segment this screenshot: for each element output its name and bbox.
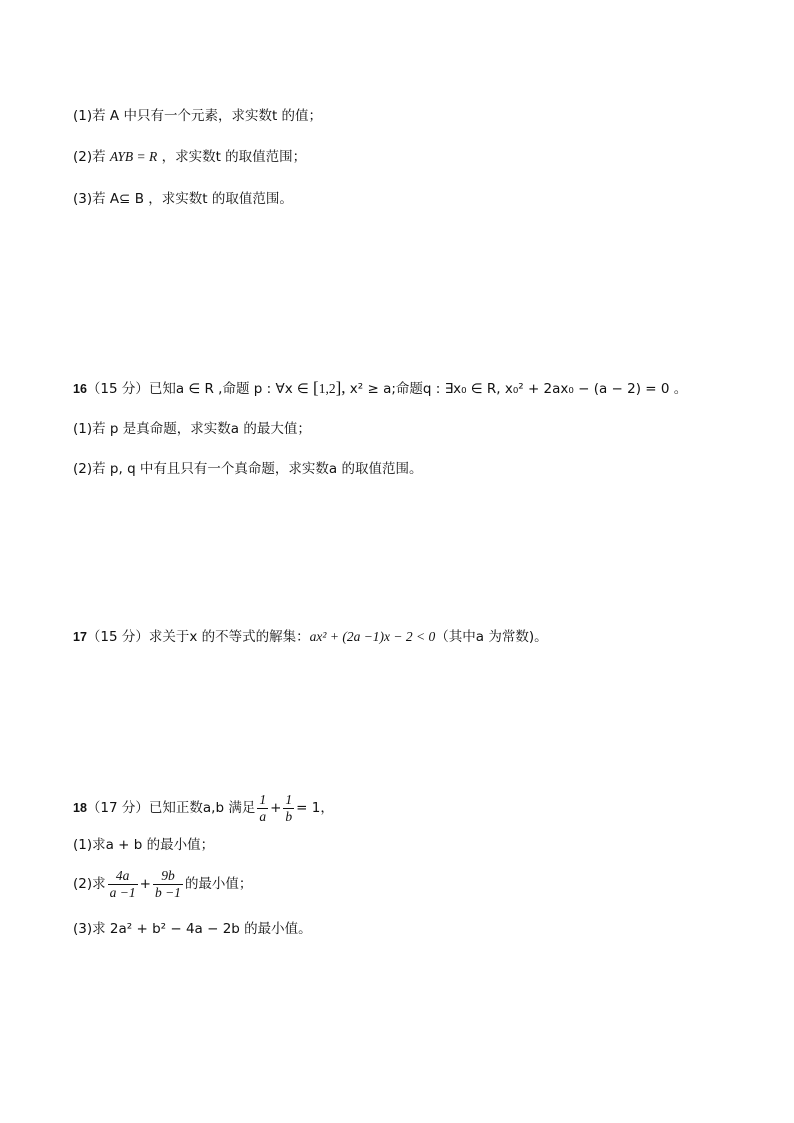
q16-part1: (1)若 p 是真命题，求实数a 的最大值； bbox=[73, 421, 311, 437]
q18-plus: + bbox=[270, 800, 282, 816]
q16-interval-open: [ bbox=[313, 378, 319, 397]
q17-inequality: ax² + (2a −1)x − 2 < 0 bbox=[309, 629, 436, 644]
q15-part2-prefix: (2)若 bbox=[73, 149, 110, 165]
q18-stem-prefix: 已知正数a,b 满足 bbox=[148, 800, 256, 816]
q18-number: 18 bbox=[73, 801, 87, 815]
q18-part2-suffix: 的最小值； bbox=[184, 876, 253, 892]
q18-fraction-1: $\frac{1}{a}$ bbox=[259, 791, 267, 824]
q18-fraction-2: $\frac{1}{b}$ bbox=[285, 791, 293, 824]
q18-stem-suffix: = 1， bbox=[296, 800, 334, 816]
q17-stem bbox=[73, 627, 548, 647]
q16-interval-close: ], bbox=[335, 378, 346, 397]
q18-part2-fraction-2: $\frac{9b}{b -1}$ bbox=[154, 867, 181, 900]
q16-part2: (2)若 p, q 中有且只有一个真命题，求实数a 的取值范围。 bbox=[73, 461, 423, 477]
q18-part2 bbox=[73, 866, 252, 902]
q18-score: （17 分） bbox=[86, 800, 149, 816]
q17-stem-suffix: （其中a 为常数)。 bbox=[435, 629, 548, 645]
q18-stem bbox=[73, 790, 334, 826]
q18-part2-plus: + bbox=[139, 876, 151, 892]
q16-interval: 1,2 bbox=[318, 381, 336, 396]
q16-stem-prefix: 已知a ∈ R ,命题 p : ∀x ∈ bbox=[148, 381, 314, 397]
q18-part2-prefix: (2)求 bbox=[73, 876, 106, 892]
q17-score: （15 分） bbox=[86, 629, 149, 645]
q18-part1: (1)求a + b 的最小值； bbox=[73, 837, 215, 853]
q16-stem bbox=[73, 378, 687, 399]
q15-part1: (1)若 A 中只有一个元素，求实数t 的值； bbox=[73, 108, 323, 124]
q16-number: 16 bbox=[73, 382, 87, 396]
q15-part2 bbox=[73, 147, 306, 167]
q17-number: 17 bbox=[73, 630, 87, 644]
q18-part3: (3)求 2a² + b² − 4a − 2b 的最小值。 bbox=[73, 921, 312, 937]
q15-part2-suffix: ，求实数t 的取值范围； bbox=[157, 149, 307, 165]
q15-part2-math: AYB = R bbox=[109, 149, 158, 164]
q16-stem-rest: x² ≥ a;命题q : ∃x₀ ∈ R, x₀² + 2ax₀ − (a − 2) = 0 。 bbox=[345, 381, 688, 397]
q16-score: （15 分） bbox=[86, 381, 149, 397]
q17-stem-prefix: 求关于x 的不等式的解集： bbox=[148, 629, 310, 645]
q15-part3: (3)若 A⊆ B ，求实数t 的取值范围。 bbox=[73, 191, 293, 207]
q18-part2-fraction-1: $\frac{4a}{a -1}$ bbox=[109, 867, 136, 900]
